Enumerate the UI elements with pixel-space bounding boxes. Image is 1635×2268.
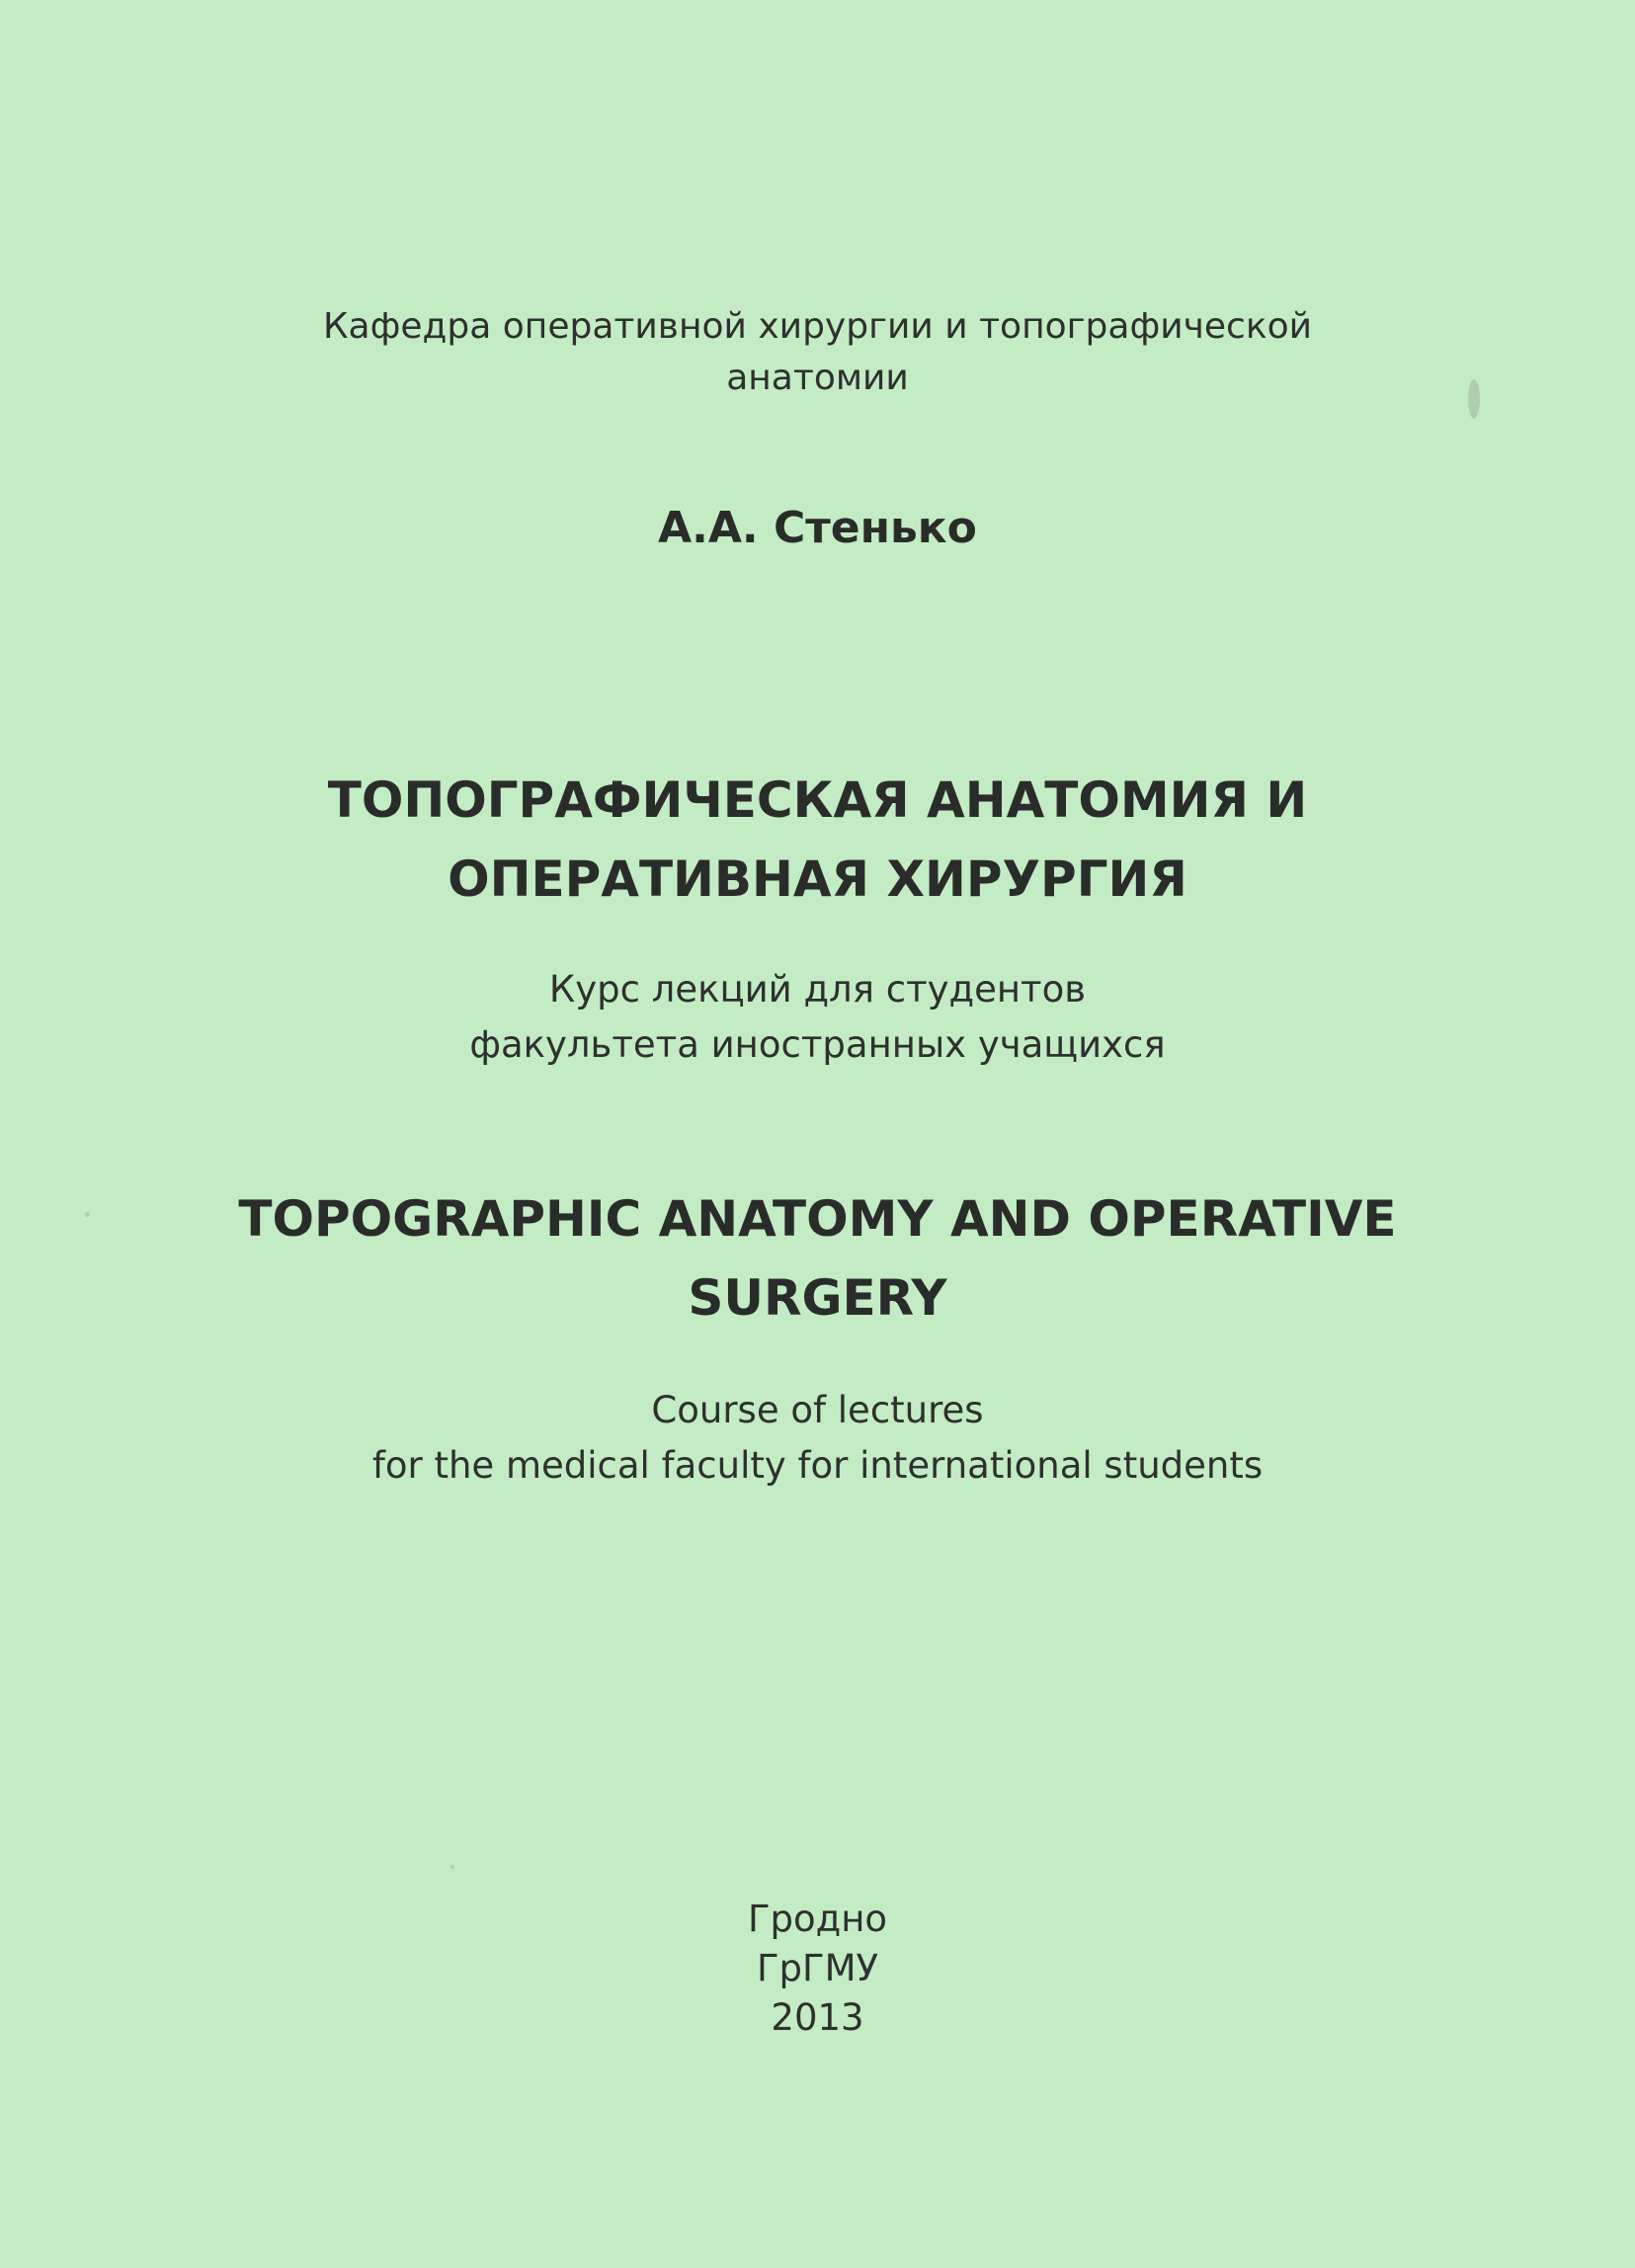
subtitle-russian-line-2: факультета иностранных учащихся — [469, 1023, 1166, 1066]
author-name: А.А. Стенько — [658, 503, 977, 553]
subtitle-english-line-1: Course of lectures — [651, 1389, 984, 1431]
scan-speck — [450, 1865, 454, 1869]
department-heading — [0, 301, 1635, 404]
imprint — [0, 1895, 1635, 2043]
department-line-2: анатомии — [726, 358, 909, 398]
scan-speck — [1468, 379, 1480, 419]
subtitle-english — [0, 1383, 1635, 1494]
title-russian-line-2: ОПЕРАТИВНАЯ ХИРУРГИЯ — [448, 850, 1187, 908]
title-russian — [0, 761, 1635, 919]
title-english-line-1: TOPOGRAPHIC ANATOMY AND OPERATIVE — [238, 1190, 1397, 1248]
subtitle-russian-line-1: Курс лекций для студентов — [548, 968, 1087, 1011]
scan-speck — [85, 1212, 90, 1217]
imprint-publisher: ГрГМУ — [756, 1947, 879, 1989]
subtitle-russian — [0, 962, 1635, 1073]
title-english-line-2: SURGERY — [688, 1269, 947, 1327]
title-russian-line-1: ТОПОГРАФИЧЕСКАЯ АНАТОМИЯ И — [327, 771, 1308, 829]
title-english — [0, 1179, 1635, 1337]
imprint-city: Гродно — [747, 1898, 888, 1940]
department-line-1: Кафедра оперативной хирургии и топографической — [322, 306, 1313, 347]
imprint-year: 2013 — [771, 1996, 864, 2039]
subtitle-english-line-2: for the medical faculty for international students — [371, 1444, 1264, 1487]
